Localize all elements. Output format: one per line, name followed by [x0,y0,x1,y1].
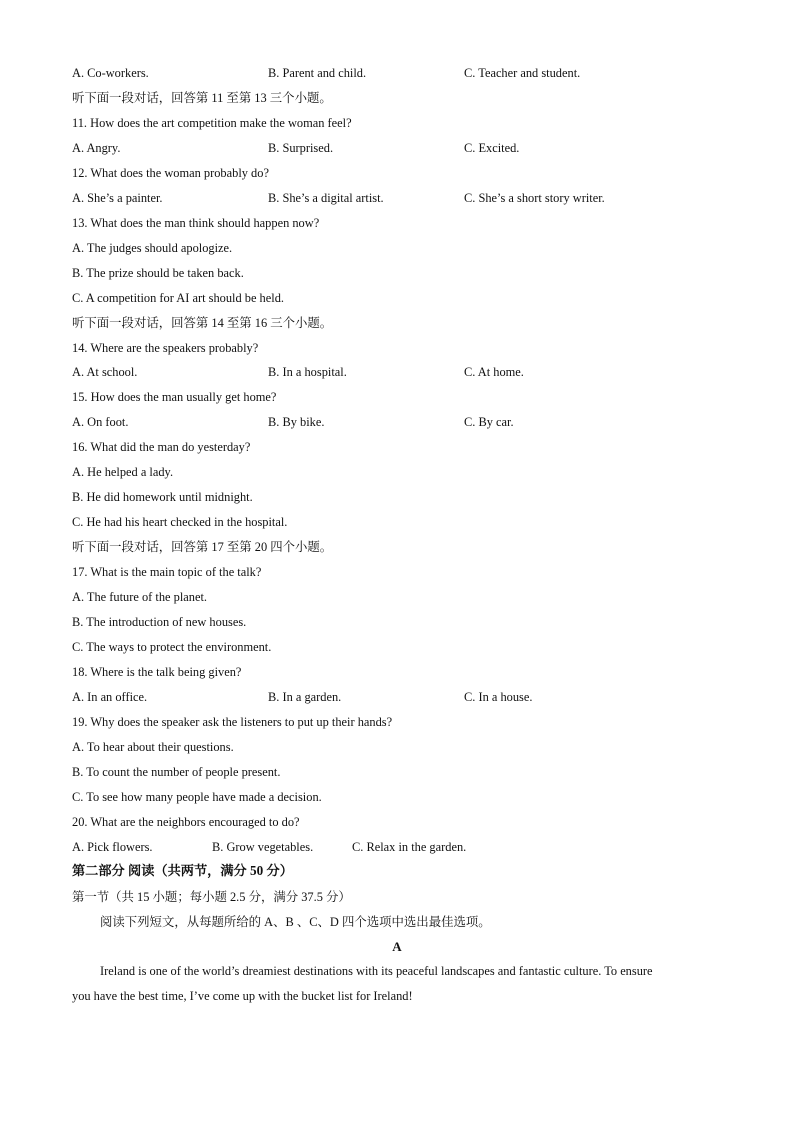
option-c: C. By car. [464,415,514,429]
part-two-heading: 第二部分 阅读（共两节，满分 50 分） [72,863,293,878]
option-b: B. The prize should be taken back. [72,266,244,280]
option-c: C. He had his heart checked in the hospital. [72,515,288,529]
question-16: 16. What did the man do yesterday? [72,440,251,454]
option-b: B. By bike. [268,415,325,429]
question-11: 11. How does the art competition make the woman feel? [72,116,352,130]
passage-text-line-1: Ireland is one of the world’s dreamiest destinations with its peaceful landscapes and fantastic culture. To ensure [100,964,653,978]
question-17: 17. What is the main topic of the talk? [72,565,262,579]
instruction-11-13: 听下面一段对话，回答第 11 至第 13 三个小题。 [72,91,332,105]
option-a: A. He helped a lady. [72,465,174,479]
option-c: C. She’s a short story writer. [464,191,605,205]
option-a: A. Co-workers. [72,66,149,80]
option-b: B. Parent and child. [268,66,367,80]
option-a: A. On foot. [72,415,129,429]
option-c: C. The ways to protect the environment. [72,640,272,654]
option-a: A. The judges should apologize. [72,241,233,255]
option-c: C. Teacher and student. [464,66,581,80]
option-c: C. Relax in the garden. [352,840,467,854]
reading-instruction: 阅读下列短文，从每题所给的 A、B 、C、D 四个选项中选出最佳选项。 [100,915,491,929]
question-14: 14. Where are the speakers probably? [72,341,259,355]
option-a: A. She’s a painter. [72,191,163,205]
instruction-14-16: 听下面一段对话，回答第 14 至第 16 三个小题。 [72,316,333,330]
option-b: B. In a garden. [268,690,342,704]
option-c: C. At home. [464,365,524,379]
question-15: 15. How does the man usually get home? [72,390,277,404]
passage-text-line-2: you have the best time, I’ve come up with the bucket list for Ireland! [72,989,413,1003]
option-c: C. In a house. [464,690,533,704]
option-a: A. The future of the planet. [72,590,207,604]
option-a: A. At school. [72,365,138,379]
option-c: C. A competition for AI art should be held. [72,291,284,305]
option-a: A. Pick flowers. [72,840,153,854]
question-18: 18. Where is the talk being given? [72,665,242,679]
option-b: B. The introduction of new houses. [72,615,247,629]
option-a: A. Angry. [72,141,121,155]
option-b: B. Surprised. [268,141,334,155]
option-c: C. Excited. [464,141,520,155]
instruction-17-20: 听下面一段对话，回答第 17 至第 20 四个小题。 [72,540,333,554]
option-b: B. Grow vegetables. [212,840,314,854]
section-one-heading: 第一节（共 15 小题；每小题 2.5 分，满分 37.5 分） [72,890,351,904]
option-b: B. She’s a digital artist. [268,191,384,205]
option-a: A. In an office. [72,690,148,704]
question-20: 20. What are the neighbors encouraged to do? [72,815,300,829]
question-12: 12. What does the woman probably do? [72,166,269,180]
option-b: B. To count the number of people present. [72,765,281,779]
passage-label: A [392,939,402,954]
option-c: C. To see how many people have made a decision. [72,790,322,804]
question-19: 19. Why does the speaker ask the listeners to put up their hands? [72,715,393,729]
question-13: 13. What does the man think should happen now? [72,216,320,230]
option-b: B. In a hospital. [268,365,347,379]
option-b: B. He did homework until midnight. [72,490,253,504]
option-a: A. To hear about their questions. [72,740,234,754]
